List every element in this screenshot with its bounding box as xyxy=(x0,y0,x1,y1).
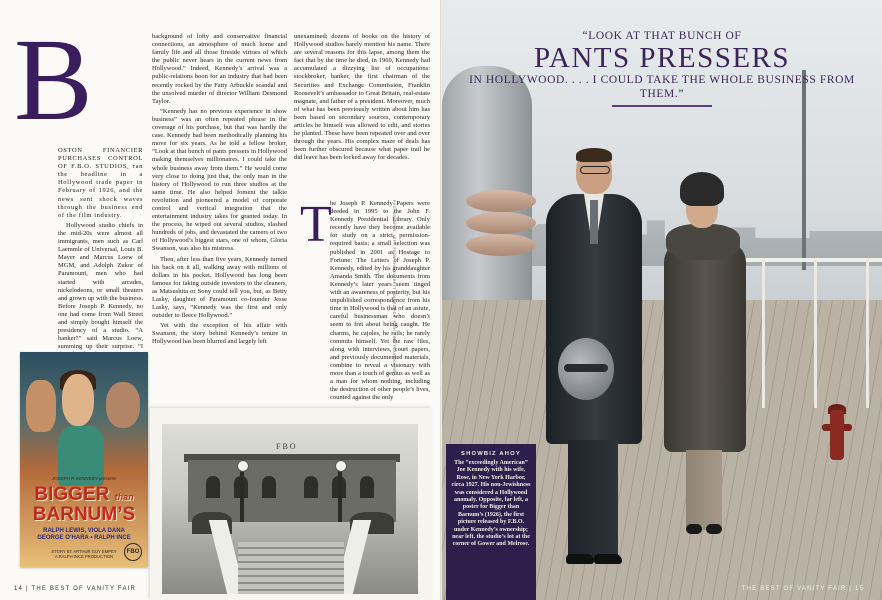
entrance-steps xyxy=(238,542,344,594)
eyeglasses-icon xyxy=(580,166,610,174)
poster-cast: RALPH LEWIS, VIOLA DANA GEORGE O’HARA • RALPH INCE xyxy=(37,528,131,541)
article-paragraph: Yet with the exception of his affair with Swanson, the story behind Kennedy’s tenure in Hollywood has been blurred and largely left xyxy=(152,322,287,346)
poster-presenter: JOSEPH P. KENNEDY presents xyxy=(51,476,117,481)
cloche-hat xyxy=(680,172,724,206)
shoe xyxy=(566,554,594,564)
arched-window xyxy=(360,476,374,498)
poster-title-small: than xyxy=(114,492,134,502)
lamp-post xyxy=(240,466,244,522)
arched-window xyxy=(262,476,276,498)
lamp-globe xyxy=(237,460,249,472)
studio-sign: FBO xyxy=(276,442,298,451)
caption-box xyxy=(446,444,536,600)
fur-collar xyxy=(666,224,740,260)
necktie xyxy=(590,200,598,244)
stockings xyxy=(686,450,722,530)
article-paragraph: “Kennedy has no previous experience in show business” was an often repeated phrase in the coverage of his purchase, but that was hardly the case. Kennedy had been methodically planning his move for six years. As he told a fellow broker, “Look at that bunch of pants pressers in Hollywood making themselves millionaires. I could take the whole business away from them.” He would come very close to doing just that, the only man in the history of Hollywood to run three studios at the same time. He also helped foment the talkie revolution and pioneered a model of corporate control and vertical integration that the entertainment industry takes for granted today. In the process, he wiped out several studios, slashed hundreds of jobs, and devastated the careers of two of Hollywood’s biggest stars, one of whom, Gloria Swanson, was also his mistress. xyxy=(152,107,287,253)
shoe xyxy=(706,524,722,534)
caption-body: The “exceedingly American” Joe Kennedy with his wife, Rose, in New York Harbor, circa 1927. His non-Jewishness was considered a Hollywood anomaly. Opposite, far left, a poster for Bigger than Barnum’s (1926), the first picture released by F.B.O. under Kennedy’s ownership; near left, the studio’s lot at the corner of Gower and Melrose. xyxy=(451,460,531,548)
studio-photo-frame xyxy=(150,408,431,600)
deck-hydrant xyxy=(822,400,852,466)
arched-window xyxy=(206,476,220,498)
arched-window xyxy=(304,476,318,498)
fedora-hat xyxy=(558,338,614,400)
poster-figure xyxy=(26,380,56,432)
headline-rule xyxy=(612,105,712,107)
article-paragraph: Hollywood studio chiefs in the mid-20s were almost all immigrants, men such as Carl Laemmle of Universal, Louis B. Mayer and Marcus Loew of MGM, and Adolph Zukor of Paramount, men who had started with arcades, nickelodeons, or small theaters and grown up with the business. Before Joseph P. Kennedy, no one had come from Wall Street and simply bought himself the presidency of a studio. “A banker?” said Marcus Loew, summing up their surprise. “I xyxy=(58,221,143,351)
trousers xyxy=(568,440,618,560)
movie-poster-image xyxy=(20,352,148,567)
article-paragraph: unexamined; dozens of books on the history of Hollywood studios barely mention his name. There are several reasons for this lapse, among them the fact that by the time he died, in 1969, Kennedy had accumulated a dizzying list of occupations: stockbroker, banker, the first chairman of the Securities and Exchange Commission, Franklin Roosevelt’s ambassador to Great Britain, real-estate magnate, and father of a president. Moreover, much of what has been previously written about him has been based on secondary sources, contemporary articles he himself was allowed to edit, and stories he planted. These have been repeated over and over through the years. His complex maze of deals has been further obscured because what paper trail he did leave has been locked away for decades. xyxy=(294,33,430,162)
article-paragraph: he Joseph P. Kennedy Papers were deeded in 1995 to the John F. Kennedy Presidential Library. Only recently have they become available for study on a strict, permission-required basis; a small selection was published in 2001 as Hostage to Fortune: The Letters of Joseph P. Kennedy, edited by his granddaughter Amanda Smith. The documents from Kennedy’s later years seem tinged with an awareness of posterity, but his unpublished correspondence from his time in Hollywood is that of an astute, careful businessman who doesn’t seem to fret about being caught. He charms, he cajoles, he rails; he rarely commits himself. Yet the raw files, along with interviews, court papers, and previously documented materials, combine to reveal a visionary with more than a touch of genius as well as a man for whom nothing, including the destruction of other people’s lives, counted against the only xyxy=(330,200,430,402)
photo-credit: PHOTOGRAPHS, LEFT, FROM THE EVERETT COLLECTION; RIGHT, BETTMANN/CORBIS xyxy=(392,200,396,377)
folio-right: THE BEST OF VANITY FAIR | 15 xyxy=(741,586,864,592)
pull-quote-headline xyxy=(446,30,878,107)
drop-cap-b: B xyxy=(14,14,93,145)
shoe xyxy=(686,524,702,534)
poster-credits: STORY BY ARTHUR GUY EMPEY A RALPH INCE PRODUCTION xyxy=(51,549,117,559)
poster-title xyxy=(22,486,146,524)
life-ring xyxy=(466,234,536,256)
rose-kennedy-figure xyxy=(660,172,748,552)
caption-heading: SHOWBIZ AHOY xyxy=(461,451,521,457)
headline-line-2: IN HOLLYWOOD. . . . I COULD TAKE THE WHOLE BUSINESS FROM THEM.” xyxy=(469,74,855,100)
poster-figure xyxy=(62,374,94,426)
poster-title-line: BARNUM’S xyxy=(32,504,136,525)
headline-main: PANTS PRESSERS xyxy=(533,42,791,74)
studio-lot-photo xyxy=(162,424,418,594)
railing-post xyxy=(762,258,765,408)
fur-coat xyxy=(664,242,746,452)
article-paragraph: background of lofty and conservative financial connections, an atmosphere of much home and family life and all those fireside virtues of which the public never hears in the current news from Hollywood.” Indeed, Kennedy’s arrival was a public-relations boon for an industry that had been recently rocked by the Fatty Arbuckle scandal and the unsolved murder of director William Desmond Taylor. xyxy=(152,33,287,105)
drop-cap-t: T xyxy=(300,196,332,253)
shoe xyxy=(594,554,622,564)
railing-post xyxy=(866,258,869,408)
article-column-2 xyxy=(152,33,287,349)
article-paragraph: OSTON FINANCIER PURCHASES CONTROL OF F.B.O. STUDIOS, ran the headline in a Hollywood trade paper in February of 1926, and the news sent shock waves through the business end of the film industry. xyxy=(58,147,143,219)
folio-left: 14 | THE BEST OF VANITY FAIR xyxy=(14,586,137,592)
hydrant-body xyxy=(830,410,844,460)
article-column-3 xyxy=(294,33,430,165)
poster-title-line: BIGGER xyxy=(34,484,110,505)
railing-post xyxy=(814,258,817,408)
hat-band xyxy=(564,364,608,372)
lamp-globe xyxy=(335,460,347,472)
hair xyxy=(576,148,612,162)
poster-figure xyxy=(106,382,140,428)
article-paragraph: Then, after less than five years, Kennedy turned his back on it all, walking away with millions of dollars in his pocket. Hollywood has long been famous for taking outside investors to the cleaners, as Matsushita or Sony could tell you, but, as Betty Lasky, daughter of Paramount co-founder Jesse Lasky, says, “Kennedy was the first and only outsider to fleece Hollywood.” xyxy=(152,255,287,320)
life-ring xyxy=(466,190,536,212)
headline-line-1: “LOOK AT THAT BUNCH OF xyxy=(582,30,742,42)
life-ring xyxy=(466,212,536,234)
article-column-4 xyxy=(294,196,430,404)
fbo-logo-icon: FBO xyxy=(124,543,142,561)
lamp-post xyxy=(338,466,342,522)
